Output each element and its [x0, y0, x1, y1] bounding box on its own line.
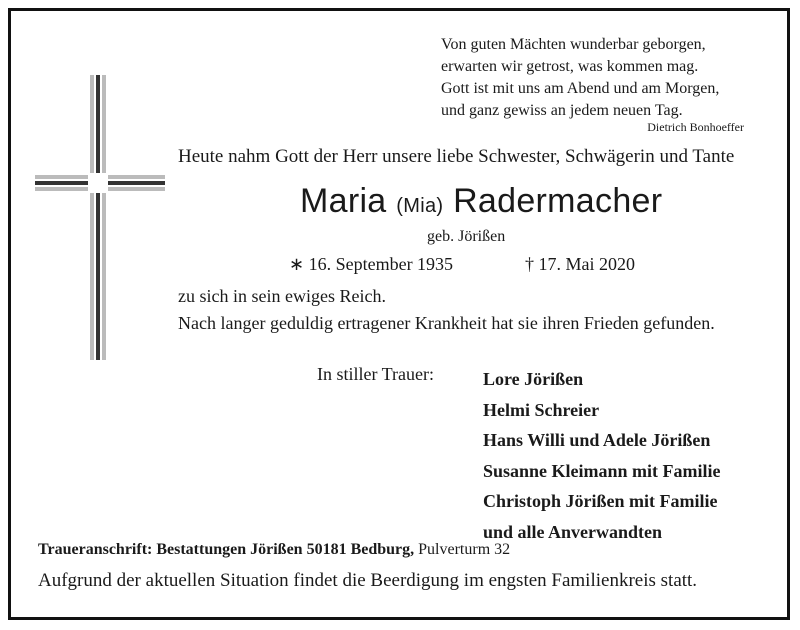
- quote-line: erwarten wir getrost, was kommen mag.: [441, 58, 699, 75]
- nickname: (Mia): [396, 195, 444, 217]
- address-label: Traueranschrift: Bestattungen Jörißen 50181 Bedburg,: [38, 541, 415, 558]
- bonhoeffer-quote: [441, 34, 719, 122]
- mourner-name: Christoph Jörißen mit Familie: [483, 491, 718, 511]
- mourning-address: [38, 541, 510, 559]
- cross-vertical-bar: [90, 75, 106, 360]
- quote-author: Dietrich Bonhoeffer: [647, 120, 744, 134]
- body-line-1: zu sich in sein ewiges Reich.: [178, 286, 386, 306]
- deceased-name: [300, 182, 662, 221]
- first-name: Maria: [300, 182, 387, 220]
- mourning-label: In stiller Trauer:: [317, 364, 434, 384]
- mourners-list: [483, 364, 721, 547]
- mourner-name: Helmi Schreier: [483, 399, 600, 420]
- funeral-note: Aufgrund der aktuellen Situation findet die Beerdigung im engsten Familienkreis statt.: [38, 570, 698, 591]
- mourner-name: Susanne Kleimann mit Familie: [483, 460, 721, 481]
- address-street: Pulverturm 32: [418, 541, 511, 558]
- body-line-2: Nach langer geduldig ertragener Krankheit hat sie ihren Frieden gefunden.: [178, 313, 715, 333]
- intro-text: Heute nahm Gott der Herr unsere liebe Schwester, Schwägerin und Tante: [178, 146, 735, 167]
- birth-date: ∗ 16. September 1935: [289, 254, 454, 274]
- quote-line: Von guten Mächten wunderbar geborgen,: [441, 36, 706, 53]
- death-date: † 17. Mai 2020: [525, 254, 635, 274]
- mourner-name: und alle Anverwandten: [483, 521, 663, 542]
- quote-line: und ganz gewiss an jedem neuen Tag.: [441, 102, 683, 119]
- mourner-name: Hans Willi und Adele Jörißen: [483, 430, 711, 450]
- mourner-name: Lore Jörißen: [483, 369, 584, 389]
- maiden-name: geb. Jörißen: [427, 228, 506, 245]
- last-name: Radermacher: [453, 182, 663, 220]
- quote-line: Gott ist mit uns am Abend und am Morgen,: [441, 80, 720, 97]
- cross-icon: [30, 70, 190, 370]
